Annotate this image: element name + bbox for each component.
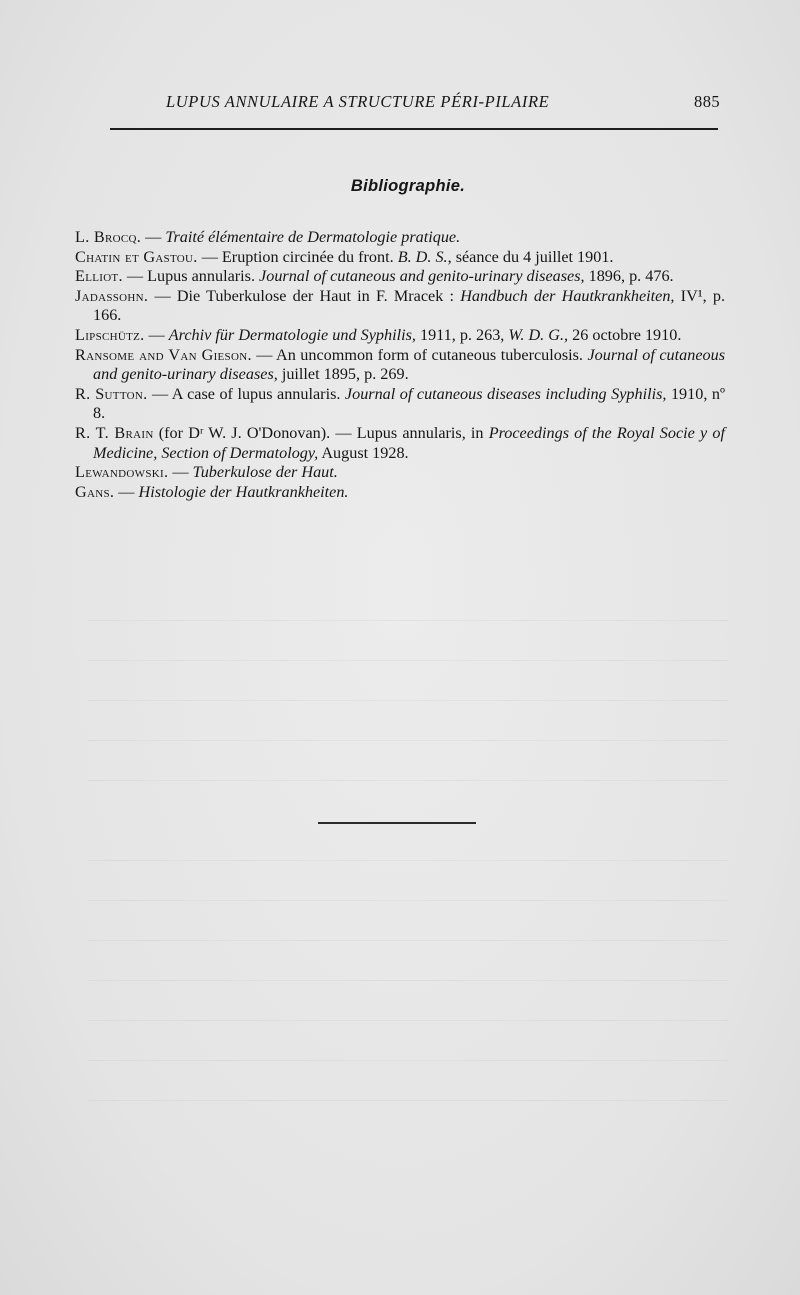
entry-author: R. Sutton.: [75, 384, 148, 403]
entry-text: , séance du 4 juillet 1901.: [447, 247, 614, 266]
entry-title: Handbuch der Hautkrankheiten,: [460, 286, 675, 305]
bibliography-entry-sutton: [75, 385, 725, 424]
bibliography-entry-jadassohn: [75, 287, 725, 326]
running-head: [110, 92, 720, 114]
entry-text: 1896, p. 476.: [584, 267, 674, 286]
entry-text: 26 octobre 1910.: [568, 325, 682, 344]
entry-author: L. Brocq.: [75, 228, 142, 246]
entry-text: — Die Tuberkulose der Haut in F. Mracek :: [148, 286, 461, 305]
entry-title: Journal of cutaneous diseases including Syphilis,: [344, 384, 667, 403]
entry-text: — Lupus annularis.: [122, 267, 260, 286]
entry-title: Histologie der Hautkrankheiten.: [138, 482, 349, 501]
entry-title: Proceedings of the Royal Socie y of Medicine, Section of Dermatology,: [93, 423, 725, 462]
bibliography-list: [75, 228, 725, 502]
section-title: Bibliographie.: [350, 177, 466, 195]
entry-author: Ransome and Van Gieson.: [75, 345, 252, 364]
entry-title: Journal of cutaneous and genito-urinary diseases,: [259, 267, 585, 286]
header-rule: [110, 128, 718, 130]
entry-text: — A case of lupus annularis.: [147, 384, 345, 403]
bibliography-entry-lipschutz: [75, 326, 725, 346]
entry-text: 1911, p. 263,: [415, 325, 509, 344]
entry-title: Tuberkulose der Haut.: [192, 463, 338, 482]
entry-text: —: [114, 482, 139, 501]
closing-rule: [318, 822, 476, 824]
bibliography-entry-lewandowski: [75, 463, 725, 483]
entry-author: Chatin et Gastou.: [75, 247, 198, 266]
running-title: LUPUS ANNULAIRE A STRUCTURE PÉRI-PILAIRE: [166, 92, 550, 111]
entry-title: B. D. S.: [397, 247, 448, 266]
bibliography-entry-elliot: [75, 267, 725, 287]
page-number: 885: [694, 92, 720, 111]
entry-title: Traité élémentaire de Dermatologie pratique.: [165, 228, 461, 246]
bibliography-entry-chatin-gastou: [75, 248, 725, 268]
entry-author: Gans.: [75, 482, 115, 501]
entry-title: W. D. G.,: [508, 325, 569, 344]
entry-text: juillet 1895, p. 269.: [277, 365, 409, 384]
entry-author: R. T. Brain: [75, 423, 154, 442]
bibliography-entry-brocq: [75, 228, 725, 248]
entry-author: Lewandowski.: [75, 463, 169, 482]
bibliography-entry-ransome-van-gieson: [75, 346, 725, 385]
entry-author: Elliot.: [75, 267, 123, 286]
entry-text: (for Dʳ W. J. O'Donovan). — Lupus annularis, in: [153, 423, 489, 442]
entry-text: —: [168, 463, 193, 482]
entry-text: —: [144, 325, 169, 344]
bibliography-entry-brain: [75, 424, 725, 463]
entry-title: Archiv für Dermatologie und Syphilis,: [168, 325, 416, 344]
entry-author: Jadassohn.: [75, 286, 149, 305]
bibliography-entry-gans: [75, 483, 725, 503]
entry-title: Journal of cutaneous and genito-urinary diseases,: [93, 345, 725, 384]
entry-text: August 1928.: [318, 443, 409, 462]
entry-text: 1910, nº 8.: [93, 384, 726, 423]
entry-text: — Eruption circinée du front.: [197, 247, 398, 266]
entry-author: Lipschütz.: [75, 325, 145, 344]
entry-text: IV¹, p. 166.: [93, 286, 725, 325]
entry-text: —: [141, 228, 166, 246]
entry-text: — An uncommon form of cutaneous tuberculosis.: [251, 345, 588, 364]
